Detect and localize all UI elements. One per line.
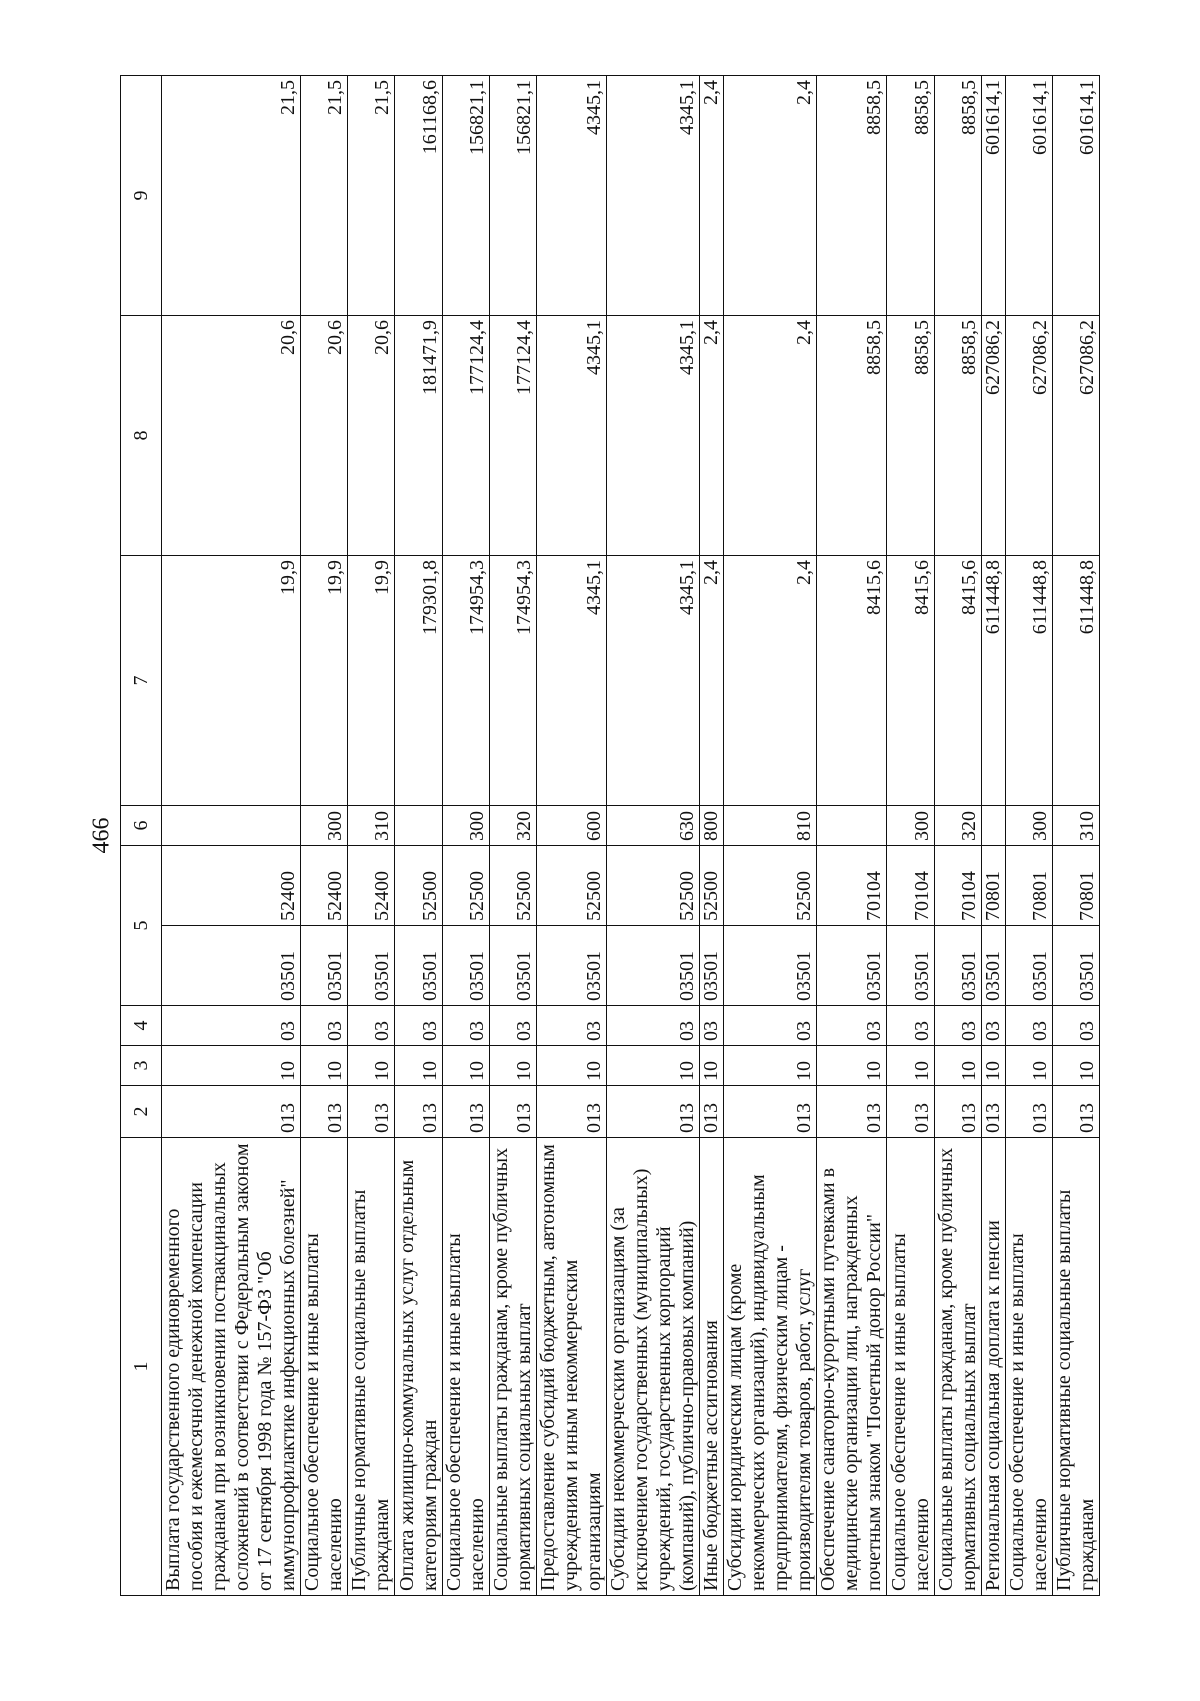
table-row [348,76,395,1596]
row-target-program: 03501 [301,926,348,1006]
row-ministry-code: 013 [981,1086,1005,1138]
row-target-code: 70801 [1005,846,1052,926]
row-amount-year2: 177124,4 [489,316,536,556]
row-target-program: 03501 [1005,926,1052,1006]
row-ministry-code: 013 [162,1086,301,1138]
row-expense-type [817,806,887,846]
header-row [121,76,162,1596]
row-ministry-code: 013 [887,1086,934,1138]
row-ministry-code: 013 [442,1086,489,1138]
row-name: Социальные выплаты гражданам, кроме публичных нормативных социальных выплат [934,1138,981,1596]
row-expense-type [395,806,442,846]
table-row [489,76,536,1596]
header-col-6: 6 [121,806,162,846]
page-number: 466 [88,817,115,854]
row-section: 10 [934,1046,981,1086]
row-section: 10 [1052,1046,1099,1086]
table-row [724,76,817,1596]
row-amount-year2: 4345,1 [606,316,699,556]
row-amount-year1: 19,9 [348,556,395,806]
row-subsection: 03 [1005,1006,1052,1046]
row-expense-type: 300 [887,806,934,846]
row-amount-year1: 8415,6 [934,556,981,806]
rotated-table-container [120,76,1100,1596]
budget-table [120,75,1100,1596]
row-amount-year2: 2,4 [724,316,817,556]
row-amount-year2: 20,6 [348,316,395,556]
row-expense-type: 300 [442,806,489,846]
row-target-code: 52400 [162,846,301,926]
row-subsection: 03 [817,1006,887,1046]
row-subsection: 03 [301,1006,348,1046]
row-target-program: 03501 [817,926,887,1006]
row-amount-year3: 161168,6 [395,76,442,316]
header-col-5: 5 [121,846,162,1006]
row-ministry-code: 013 [817,1086,887,1138]
row-amount-year2: 4345,1 [536,316,606,556]
table-row [395,76,442,1596]
row-subsection: 03 [442,1006,489,1046]
row-expense-type: 630 [606,806,699,846]
table-row [606,76,699,1596]
table-row [1005,76,1052,1596]
row-expense-type: 800 [700,806,724,846]
row-amount-year3: 2,4 [700,76,724,316]
row-subsection: 03 [700,1006,724,1046]
row-ministry-code: 013 [1005,1086,1052,1138]
row-section: 10 [1005,1046,1052,1086]
row-section: 10 [724,1046,817,1086]
row-subsection: 03 [934,1006,981,1046]
row-amount-year1: 611448,8 [981,556,1005,806]
row-amount-year2: 8858,5 [817,316,887,556]
header-col-2: 2 [121,1086,162,1138]
row-ministry-code: 013 [934,1086,981,1138]
row-section: 10 [981,1046,1005,1086]
row-amount-year1: 2,4 [724,556,817,806]
header-col-3: 3 [121,1046,162,1086]
row-target-program: 03501 [700,926,724,1006]
table-row [981,76,1005,1596]
row-target-program: 03501 [162,926,301,1006]
row-name: Выплата государственного единовременного пособия и ежемесячной денежной компенсации гражданам при возникновении поствакцинальных осложнений в соответствии с Федеральным законом от 17 сентября 1998 года № 157-ФЗ "Об иммунопрофилактике инфекционных болезней" [162,1138,301,1596]
row-section: 10 [817,1046,887,1086]
header-col-9: 9 [121,76,162,316]
row-subsection: 03 [981,1006,1005,1046]
table-row [934,76,981,1596]
row-subsection: 03 [162,1006,301,1046]
row-subsection: 03 [348,1006,395,1046]
table-row [817,76,887,1596]
row-amount-year1: 611448,8 [1052,556,1099,806]
row-amount-year1: 179301,8 [395,556,442,806]
row-subsection: 03 [395,1006,442,1046]
row-section: 10 [489,1046,536,1086]
row-amount-year3: 4345,1 [536,76,606,316]
row-ministry-code: 013 [536,1086,606,1138]
row-subsection: 03 [489,1006,536,1046]
row-name: Предоставление субсидий бюджетным, автономным учреждениям и иным некоммерческим организациям [536,1138,606,1596]
row-subsection: 03 [1052,1006,1099,1046]
row-target-code: 52500 [700,846,724,926]
row-subsection: 03 [724,1006,817,1046]
row-ministry-code: 013 [348,1086,395,1138]
row-name: Субсидии некоммерческим организациям (за исключением государственных (муниципальных) учреждений, государственных корпораций (компаний), публично-правовых компаний) [606,1138,699,1596]
row-amount-year3: 601614,1 [1005,76,1052,316]
row-amount-year1: 611448,8 [1005,556,1052,806]
row-amount-year1: 19,9 [162,556,301,806]
row-amount-year1: 19,9 [301,556,348,806]
row-target-code: 52500 [489,846,536,926]
row-section: 10 [348,1046,395,1086]
row-amount-year3: 21,5 [348,76,395,316]
row-ministry-code: 013 [724,1086,817,1138]
row-amount-year2: 627086,2 [981,316,1005,556]
row-ministry-code: 013 [1052,1086,1099,1138]
row-target-program: 03501 [887,926,934,1006]
row-target-code: 52400 [348,846,395,926]
row-section: 10 [887,1046,934,1086]
row-amount-year2: 20,6 [162,316,301,556]
row-expense-type: 310 [348,806,395,846]
row-subsection: 03 [887,1006,934,1046]
table-row [162,76,301,1596]
table-row [700,76,724,1596]
row-name: Субсидии юридическим лицам (кроме некоммерческих организаций), индивидуальным предпринимателям, физическим лицам - производителям товаров, работ, услуг [724,1138,817,1596]
row-name: Оплата жилищно-коммунальных услуг отдельным категориям граждан [395,1138,442,1596]
row-name: Социальное обеспечение и иные выплаты населению [442,1138,489,1596]
row-subsection: 03 [536,1006,606,1046]
row-name: Социальные выплаты гражданам, кроме публичных нормативных социальных выплат [489,1138,536,1596]
row-section: 10 [301,1046,348,1086]
header-col-1: 1 [121,1138,162,1596]
row-ministry-code: 013 [301,1086,348,1138]
row-target-program: 03501 [395,926,442,1006]
row-expense-type: 310 [1052,806,1099,846]
row-ministry-code: 013 [489,1086,536,1138]
header-col-7: 7 [121,556,162,806]
row-name: Иные бюджетные ассигнования [700,1138,724,1596]
row-amount-year3: 8858,5 [887,76,934,316]
row-ministry-code: 013 [395,1086,442,1138]
row-expense-type: 600 [536,806,606,846]
row-ministry-code: 013 [700,1086,724,1138]
row-target-code: 52500 [536,846,606,926]
row-section: 10 [606,1046,699,1086]
row-name: Обеспечение санаторно-курортными путевками в медицинские организации лиц, награжденных почетным знаком "Почетный донор России" [817,1138,887,1596]
row-amount-year3: 601614,1 [981,76,1005,316]
row-amount-year1: 174954,3 [489,556,536,806]
row-target-code: 70104 [887,846,934,926]
table-row [301,76,348,1596]
row-target-program: 03501 [934,926,981,1006]
row-expense-type: 300 [301,806,348,846]
header-col-4: 4 [121,1006,162,1046]
row-amount-year1: 174954,3 [442,556,489,806]
row-amount-year3: 601614,1 [1052,76,1099,316]
row-amount-year2: 8858,5 [934,316,981,556]
row-subsection: 03 [606,1006,699,1046]
row-target-program: 03501 [1052,926,1099,1006]
row-section: 10 [162,1046,301,1086]
row-target-code: 70104 [817,846,887,926]
row-amount-year2: 20,6 [301,316,348,556]
row-name: Публичные нормативные социальные выплаты гражданам [1052,1138,1099,1596]
row-target-program: 03501 [442,926,489,1006]
row-target-code: 70801 [981,846,1005,926]
row-target-code: 52400 [301,846,348,926]
row-amount-year3: 21,5 [301,76,348,316]
row-amount-year3: 8858,5 [817,76,887,316]
row-target-code: 52500 [442,846,489,926]
row-target-program: 03501 [489,926,536,1006]
row-expense-type: 810 [724,806,817,846]
row-name: Региональная социальная доплата к пенсии [981,1138,1005,1596]
row-amount-year2: 8858,5 [887,316,934,556]
row-amount-year3: 2,4 [724,76,817,316]
row-target-code: 52500 [606,846,699,926]
table-row [442,76,489,1596]
row-amount-year2: 181471,9 [395,316,442,556]
row-amount-year2: 177124,4 [442,316,489,556]
row-target-program: 03501 [536,926,606,1006]
row-section: 10 [395,1046,442,1086]
row-expense-type: 320 [489,806,536,846]
row-target-program: 03501 [348,926,395,1006]
table-row [1052,76,1099,1596]
row-target-code: 52500 [395,846,442,926]
row-section: 10 [536,1046,606,1086]
row-name: Социальное обеспечение и иные выплаты населению [887,1138,934,1596]
row-name: Социальное обеспечение и иные выплаты населению [301,1138,348,1596]
row-amount-year2: 627086,2 [1005,316,1052,556]
row-amount-year2: 2,4 [700,316,724,556]
row-amount-year3: 8858,5 [934,76,981,316]
row-amount-year3: 4345,1 [606,76,699,316]
row-expense-type: 320 [934,806,981,846]
row-amount-year1: 2,4 [700,556,724,806]
row-expense-type: 300 [1005,806,1052,846]
row-section: 10 [700,1046,724,1086]
row-section: 10 [442,1046,489,1086]
row-ministry-code: 013 [606,1086,699,1138]
row-amount-year1: 8415,6 [887,556,934,806]
row-amount-year1: 4345,1 [606,556,699,806]
row-amount-year3: 21,5 [162,76,301,316]
row-expense-type [162,806,301,846]
table-row [536,76,606,1596]
row-target-program: 03501 [724,926,817,1006]
row-target-code: 52500 [724,846,817,926]
row-amount-year2: 627086,2 [1052,316,1099,556]
row-target-code: 70104 [934,846,981,926]
row-amount-year3: 156821,1 [442,76,489,316]
row-target-program: 03501 [981,926,1005,1006]
row-amount-year1: 4345,1 [536,556,606,806]
table-row [887,76,934,1596]
row-target-program: 03501 [606,926,699,1006]
row-expense-type [981,806,1005,846]
row-target-code: 70801 [1052,846,1099,926]
row-amount-year3: 156821,1 [489,76,536,316]
row-name: Социальное обеспечение и иные выплаты населению [1005,1138,1052,1596]
header-col-8: 8 [121,316,162,556]
row-amount-year1: 8415,6 [817,556,887,806]
row-name: Публичные нормативные социальные выплаты гражданам [348,1138,395,1596]
